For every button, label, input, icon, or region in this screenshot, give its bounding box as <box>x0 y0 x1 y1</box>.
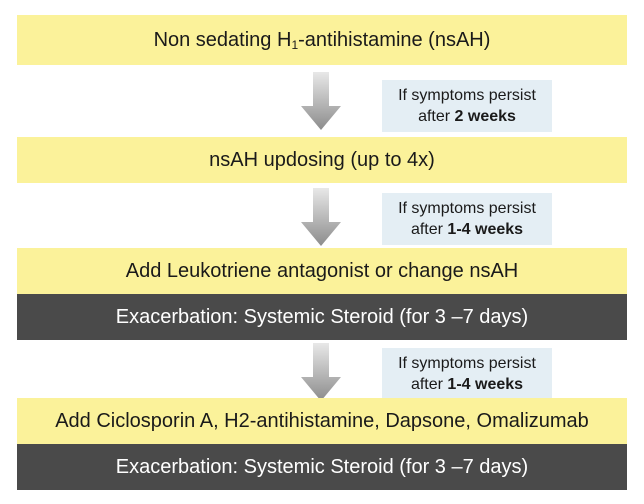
exacerbation-label-2: Exacerbation: Systemic Steroid (for 3 –7 days) <box>115 455 529 478</box>
step-2-label: nsAH updosing (up to 4x) <box>209 148 435 171</box>
exacerbation-box-1 <box>17 294 627 340</box>
step-1-label: Non sedating $H_1$-antihistamine (nsAH) <box>153 28 491 52</box>
step-2-box <box>17 137 627 183</box>
down-arrow-icon <box>301 72 341 130</box>
step-4-label: Add Ciclosporin A, H2-antihistamine, Dapsone, Omalizumab <box>55 409 589 432</box>
down-arrow-icon <box>301 343 341 401</box>
condition-note-2: If symptoms persist after 1-4 weeks <box>382 193 552 245</box>
condition-note-1: If symptoms persist after 2 weeks <box>382 80 552 132</box>
step-1-box <box>17 15 627 65</box>
condition-note-3: If symptoms persist after 1-4 weeks <box>382 348 552 400</box>
exacerbation-box-2 <box>17 444 627 490</box>
step-3-box <box>17 248 627 294</box>
down-arrow-icon <box>301 188 341 246</box>
step-3-label: Add Leukotriene antagonist or change nsAH <box>125 259 519 282</box>
step-4-box <box>17 398 627 444</box>
exacerbation-label-1: Exacerbation: Systemic Steroid (for 3 –7 days) <box>115 305 529 328</box>
step-1-subscript: 1 <box>291 37 299 52</box>
